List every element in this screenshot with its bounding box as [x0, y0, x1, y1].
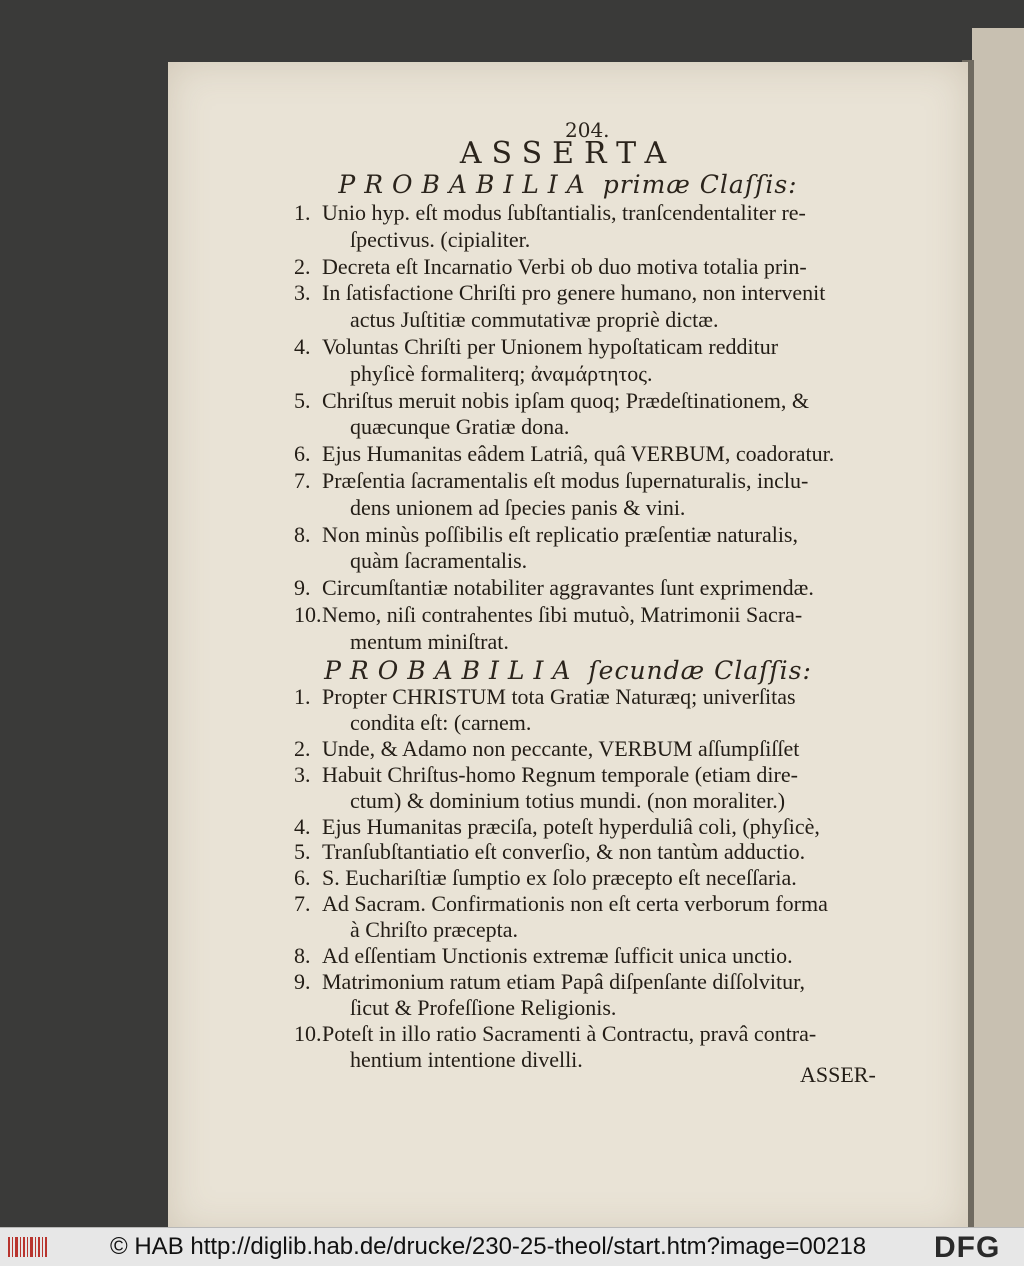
- dfg-logo: DFG: [934, 1231, 1001, 1264]
- text-line: [294, 334, 778, 360]
- item-number: 7.: [294, 891, 311, 917]
- text-line: [294, 227, 530, 253]
- item-number: 8.: [294, 521, 311, 547]
- item-text: dens unionem ad ſpecies panis & vini.: [350, 494, 686, 520]
- text-line: [294, 414, 569, 440]
- item-number: 6.: [294, 865, 311, 891]
- item-number: 1.: [294, 200, 311, 225]
- item-text: quæcunque Gratiæ dona.: [350, 414, 570, 440]
- text-line: [294, 865, 797, 891]
- item-text: Unio hyp. eſt modus ſubſtantialis, tranſcendentaliter re-: [322, 200, 806, 225]
- text-line: [294, 943, 793, 969]
- text-line: [294, 548, 527, 574]
- text-line: [294, 1021, 816, 1047]
- copyright-link[interactable]: © HAB http://diglib.hab.de/drucke/230-25-theol/start.htm?image=00218: [110, 1233, 867, 1260]
- section-title-word: PROBABILIA: [338, 170, 594, 199]
- item-text: Ejus Humanitas eâdem Latriâ, quâ VERBUM, coadoratur.: [322, 441, 835, 467]
- item-text: Ad Sacram. Confirmationis non eſt certa verborum forma: [322, 891, 828, 917]
- item-text: ſpectivus. (cipialiter.: [350, 226, 531, 252]
- text-line: [294, 891, 828, 917]
- item-number: 10.: [294, 602, 322, 627]
- text-line: [294, 495, 685, 521]
- text-line: [294, 522, 798, 548]
- text-line: [294, 710, 531, 736]
- item-text: S. Euchariſtiæ ſumptio ex ſolo præcepto eſt neceſſaria.: [322, 865, 797, 891]
- item-text: Poteſt in illo ratio Sacramenti à Contractu, pravâ contra-: [322, 1020, 817, 1046]
- item-text: Chriſtus meruit nobis ipſam quoq; Prædeſtinationem, &: [322, 387, 810, 413]
- text-line: [294, 629, 509, 655]
- item-text: hentium intentione divelli.: [350, 1046, 583, 1072]
- item-text: Non minùs poſſibilis eſt replicatio præſentiæ naturalis,: [322, 521, 798, 547]
- item-text: quàm ſacramentalis.: [350, 548, 528, 574]
- item-number: 9.: [294, 575, 311, 601]
- text-line: [294, 361, 653, 387]
- text-line: [294, 388, 809, 414]
- item-number: 2.: [294, 253, 311, 279]
- text-line: [294, 762, 798, 788]
- item-text: Matrimonium ratum etiam Papâ diſpenſante diſſolvitur,: [322, 968, 806, 994]
- text-line: [294, 602, 802, 628]
- item-text: ſicut & Profeſſione Religionis.: [350, 994, 617, 1020]
- section-title-class: ſecundæ Claſſis:: [588, 656, 812, 685]
- item-text: Tranſubſtantiatio eſt converſio, & non tantùm adductio.: [322, 839, 806, 865]
- section-title-second: [168, 656, 968, 685]
- item-text: Habuit Chriſtus-homo Regnum temporale (etiam dire-: [322, 761, 798, 787]
- item-number: 5.: [294, 839, 311, 865]
- item-number: 5.: [294, 387, 311, 413]
- item-number: 9.: [294, 968, 311, 994]
- section-title-word: PROBABILIA: [324, 656, 580, 685]
- item-text: Voluntas Chriſti per Unionem hypoſtaticam redditur: [322, 334, 779, 359]
- text-line: [294, 575, 814, 601]
- item-text: Unde, & Adamo non peccante, VERBUM aſſumpſiſſet: [322, 735, 800, 761]
- item-number: 3.: [294, 761, 311, 787]
- book-page: [168, 62, 968, 1234]
- item-number: 2.: [294, 735, 311, 761]
- item-text: actus Juſtitiæ commutativæ propriè dictæ.: [350, 307, 719, 333]
- item-number: 10.: [294, 1020, 322, 1046]
- hab-logo-icon: [6, 1234, 50, 1260]
- text-line: [294, 788, 785, 814]
- text-line: [294, 917, 518, 943]
- text-line: [294, 814, 820, 840]
- item-text: Præſentia ſacramentalis eſt modus ſupernaturalis, inclu-: [322, 468, 809, 493]
- item-text: Circumſtantiæ notabiliter aggravantes ſunt exprimendæ.: [322, 575, 814, 601]
- item-text: In ſatisfactione Chriſti pro genere humano, non intervenit: [322, 280, 826, 306]
- text-line: [294, 736, 799, 762]
- item-number: 7.: [294, 468, 311, 493]
- item-text: Ejus Humanitas præciſa, poteſt hyperduliâ coli, (phyſicè,: [322, 813, 820, 839]
- section-title-class: primæ Claſſis:: [602, 170, 798, 199]
- adjacent-page: [972, 28, 1024, 1228]
- item-number: 1.: [294, 684, 311, 709]
- item-text: ctum) & dominium totius mundi. (non moraliter.): [350, 787, 786, 813]
- section-title-first: [168, 170, 968, 199]
- page-number: 204.: [565, 118, 610, 142]
- text-line: [294, 254, 807, 280]
- item-text: Propter CHRISTUM tota Gratiæ Naturæq; univerſitas: [322, 684, 796, 709]
- text-line: [294, 684, 796, 710]
- item-text: à Chriſto præcepta.: [350, 917, 519, 943]
- item-number: 3.: [294, 280, 311, 306]
- viewer-footer: [0, 1227, 1024, 1266]
- item-text: condita eſt: (carnem.: [350, 709, 532, 735]
- item-text: phyſicè formaliterq; ἀναμάρτητος.: [350, 360, 653, 386]
- text-line: [294, 200, 806, 226]
- item-text: Ad eſſentiam Unctionis extremæ ſufficit unica unctio.: [322, 943, 793, 968]
- text-line: [294, 1047, 583, 1073]
- page-heading: ASSERTA: [459, 136, 677, 171]
- item-number: 4.: [294, 813, 311, 839]
- item-text: Decreta eſt Incarnatio Verbi ob duo motiva totalia prin-: [322, 253, 807, 279]
- text-line: [294, 307, 718, 333]
- item-number: 4.: [294, 334, 311, 359]
- item-number: 6.: [294, 441, 311, 467]
- item-text: mentum miniſtrat.: [350, 628, 509, 654]
- text-line: [294, 468, 808, 494]
- text-line: [294, 969, 805, 995]
- text-line: [294, 839, 805, 865]
- text-line: [294, 441, 834, 467]
- item-number: 8.: [294, 943, 311, 968]
- text-line: [294, 280, 825, 306]
- catchword: ASSER-: [800, 1062, 876, 1087]
- item-text: Nemo, niſi contrahentes ſibi mutuò, Matrimonii Sacra-: [322, 602, 803, 627]
- text-line: [294, 995, 616, 1021]
